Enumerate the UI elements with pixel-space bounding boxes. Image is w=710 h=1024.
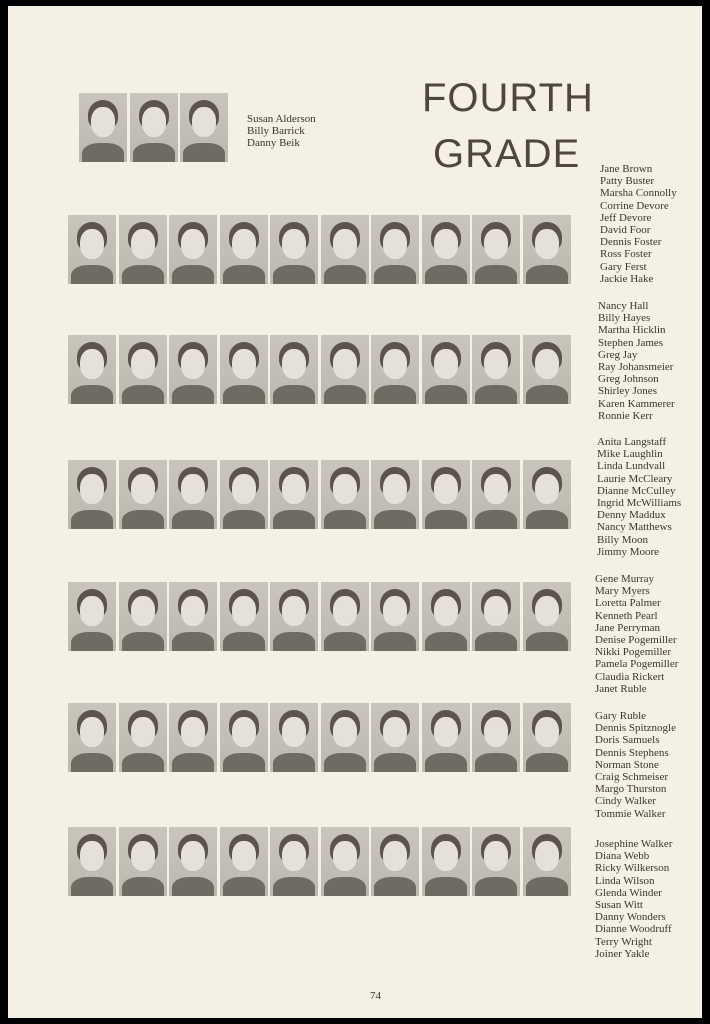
student-name: Greg Jay — [598, 348, 638, 361]
photo-row — [68, 335, 571, 404]
name-list — [247, 113, 316, 150]
photo-row — [68, 827, 571, 896]
student-photo — [220, 215, 268, 284]
student-name: Nancy Hall — [598, 300, 649, 312]
student-photo — [169, 215, 217, 284]
student-name: Linda Lundvall — [597, 460, 666, 473]
student-photo — [422, 335, 470, 404]
title-fourth: FOURTH — [422, 76, 594, 120]
student-photo — [220, 582, 268, 651]
student-name: Dianne Woodruff — [595, 923, 672, 936]
student-photo — [422, 460, 470, 529]
photo-row — [68, 582, 571, 651]
student-name: Gary Ferst — [600, 260, 647, 273]
student-name: Ray Johansmeier — [598, 361, 674, 374]
student-name: Nancy Matthews — [597, 521, 672, 534]
student-name: Dennis Foster — [600, 236, 662, 249]
student-name: Norman Stone — [595, 758, 659, 771]
student-name: Diana Webb — [595, 850, 650, 863]
student-name: Jackie Hake — [600, 272, 654, 285]
student-photo — [371, 582, 419, 651]
student-name: Mary Myers — [595, 585, 650, 598]
student-name: Ross Foster — [600, 248, 652, 261]
student-name: Martha Hicklin — [598, 324, 666, 337]
student-photo — [220, 703, 268, 772]
student-photo — [169, 335, 217, 404]
student-name: Jeff Devore — [600, 211, 652, 224]
student-name: Ronnie Kerr — [598, 409, 653, 422]
photo-row — [68, 703, 571, 772]
student-photo — [68, 460, 116, 529]
student-name: Gene Murray — [595, 573, 654, 585]
student-name: Jane Perryman — [595, 621, 661, 634]
student-photo — [472, 827, 520, 896]
student-name: Denise Pogemiller — [595, 634, 677, 647]
student-photo — [321, 582, 369, 651]
student-name: Danny Wonders — [595, 911, 666, 924]
student-photo — [270, 582, 318, 651]
student-name: Denny Maddux — [597, 509, 666, 522]
student-name: Janet Ruble — [595, 682, 647, 695]
student-photo — [371, 335, 419, 404]
student-name: Dianne McCulley — [597, 484, 676, 497]
student-photo — [523, 582, 571, 651]
student-photo — [169, 827, 217, 896]
student-photo — [523, 460, 571, 529]
student-name: Billy Moon — [597, 533, 649, 546]
name-list — [600, 163, 677, 285]
name-list — [595, 710, 676, 820]
student-name: Susan Alderson — [247, 113, 316, 125]
student-photo — [422, 827, 470, 896]
student-photo — [472, 460, 520, 529]
student-name: Glenda Winder — [595, 886, 662, 899]
student-photo — [523, 335, 571, 404]
student-name: Stephen James — [598, 336, 664, 349]
student-photo — [523, 827, 571, 896]
yearbook-page — [8, 6, 702, 1018]
name-list — [595, 573, 678, 695]
student-photo — [119, 335, 167, 404]
student-photo — [371, 460, 419, 529]
student-name: Margo Thurston — [595, 783, 667, 796]
student-photo — [68, 703, 116, 772]
student-name: Greg Johnson — [598, 373, 659, 386]
student-name: Josephine Walker — [595, 838, 673, 850]
photo-row — [79, 93, 228, 162]
student-name: Terry Wright — [595, 935, 652, 948]
student-photo — [270, 703, 318, 772]
student-name: Cindy Walker — [595, 795, 656, 808]
student-photo — [371, 827, 419, 896]
student-photo — [422, 703, 470, 772]
student-photo — [523, 215, 571, 284]
student-photo — [169, 703, 217, 772]
student-name: Laurie McCleary — [597, 472, 673, 485]
student-photo — [79, 93, 127, 162]
student-name: Billy Hayes — [598, 312, 651, 325]
student-photo — [270, 827, 318, 896]
student-photo — [119, 582, 167, 651]
student-photo — [119, 703, 167, 772]
student-photo — [270, 460, 318, 529]
student-name: Craig Schmeiser — [595, 771, 669, 784]
student-photo — [68, 215, 116, 284]
student-name: Gary Ruble — [595, 710, 647, 722]
student-name: Tommie Walker — [595, 807, 666, 820]
student-name: Kenneth Pearl — [595, 609, 658, 622]
student-photo — [130, 93, 178, 162]
student-photo — [270, 215, 318, 284]
student-photo — [472, 215, 520, 284]
photo-row — [68, 460, 571, 529]
student-photo — [523, 703, 571, 772]
student-photo — [169, 460, 217, 529]
page-number: 74 — [370, 990, 381, 1002]
student-name: Marsha Connolly — [600, 187, 677, 200]
student-name: Nikki Pogemiller — [595, 646, 672, 659]
student-photo — [180, 93, 228, 162]
name-list — [595, 838, 672, 960]
student-photo — [321, 703, 369, 772]
student-name: Claudia Rickert — [595, 670, 665, 683]
student-photo — [472, 703, 520, 772]
student-photo — [371, 215, 419, 284]
student-photo — [422, 582, 470, 651]
student-name: Danny Beik — [247, 137, 300, 150]
student-name: Billy Barrick — [247, 125, 305, 138]
student-name: Shirley Jones — [598, 385, 657, 398]
student-name: Karen Kammerer — [598, 397, 675, 410]
student-name: Corrine Devore — [600, 199, 669, 212]
name-list — [598, 300, 675, 422]
student-name: Susan Witt — [595, 899, 643, 912]
student-photo — [220, 335, 268, 404]
student-photo — [422, 215, 470, 284]
student-name: Linda Wilson — [595, 874, 655, 887]
title-grade: GRADE — [433, 132, 581, 176]
student-photo — [321, 215, 369, 284]
student-photo — [321, 827, 369, 896]
student-name: Jane Brown — [600, 163, 653, 175]
student-photo — [270, 335, 318, 404]
student-photo — [321, 460, 369, 529]
student-photo — [119, 460, 167, 529]
student-name: Anita Langstaff — [597, 436, 667, 448]
student-name: Dennis Stephens — [595, 746, 669, 759]
student-photo — [68, 827, 116, 896]
name-list — [597, 436, 681, 558]
student-photo — [321, 335, 369, 404]
student-name: Joiner Yakle — [595, 947, 650, 960]
student-name: Ingrid McWilliams — [597, 497, 682, 510]
student-photo — [220, 827, 268, 896]
photo-row — [68, 215, 571, 284]
student-photo — [68, 582, 116, 651]
student-name: Loretta Palmer — [595, 597, 661, 610]
student-photo — [119, 215, 167, 284]
student-name: Doris Samuels — [595, 734, 660, 747]
student-name: David Foor — [600, 224, 651, 237]
student-photo — [68, 335, 116, 404]
student-photo — [371, 703, 419, 772]
student-photo — [472, 335, 520, 404]
student-photo — [169, 582, 217, 651]
student-photo — [472, 582, 520, 651]
student-name: Dennis Spitznogle — [595, 722, 676, 735]
student-photo — [119, 827, 167, 896]
student-name: Ricky Wilkerson — [595, 862, 670, 875]
student-name: Mike Laughlin — [597, 448, 663, 461]
student-name: Pamela Pogemiller — [595, 658, 679, 671]
student-photo — [220, 460, 268, 529]
student-name: Jimmy Moore — [597, 545, 660, 558]
student-name: Patty Buster — [600, 175, 655, 188]
